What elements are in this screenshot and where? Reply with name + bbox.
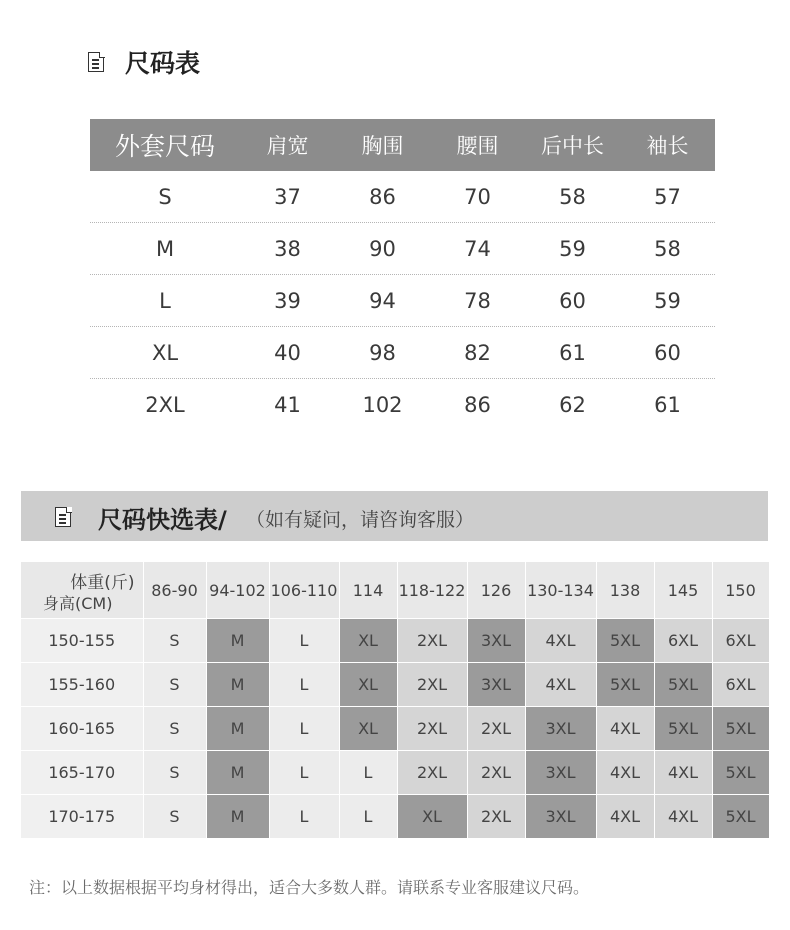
weight-header-cell: 145: [654, 562, 712, 619]
size-recommendation-cell: XL: [339, 707, 397, 751]
measurement-cell: 90: [369, 236, 396, 261]
size-recommendation-cell: XL: [397, 795, 467, 839]
measurement-cell: 60: [559, 288, 586, 313]
size-cell: 2XL: [145, 392, 185, 417]
size-recommendation-cell: M: [206, 707, 269, 751]
height-row: [21, 751, 769, 795]
measurement-cell: 58: [654, 236, 681, 261]
size-recommendation-cell: S: [143, 795, 206, 839]
size-recommendation-cell: 5XL: [654, 663, 712, 707]
size-recommendation-cell: 3XL: [467, 619, 525, 663]
size-recommendation-cell: L: [339, 751, 397, 795]
size-recommendation-cell: 3XL: [525, 795, 596, 839]
size-recommendation-cell: 2XL: [467, 707, 525, 751]
size-recommendation-cell: 6XL: [712, 619, 769, 663]
header-cell: 腰围: [456, 134, 499, 158]
header-cell: 胸围: [361, 134, 404, 158]
size-recommendation-cell: L: [339, 795, 397, 839]
measurement-cell: 40: [274, 340, 301, 365]
size-recommendation-cell: XL: [339, 663, 397, 707]
size-recommendation-cell: 2XL: [397, 707, 467, 751]
size-chart-header-row: [90, 119, 715, 171]
size-recommendation-cell: 2XL: [397, 751, 467, 795]
height-cell: 170-175: [21, 795, 143, 839]
measurement-cell: 60: [654, 340, 681, 365]
weight-header-cell: 94-102: [206, 562, 269, 619]
size-recommendation-cell: M: [206, 619, 269, 663]
height-cell: 155-160: [21, 663, 143, 707]
measurement-cell: 94: [369, 288, 396, 313]
size-cell: XL: [151, 340, 179, 365]
size-recommendation-cell: S: [143, 663, 206, 707]
size-recommendation-cell: S: [143, 751, 206, 795]
measurement-cell: 41: [274, 392, 301, 417]
size-recommendation-cell: L: [269, 795, 339, 839]
size-recommendation-cell: S: [143, 707, 206, 751]
weight-header-cell: 118-122: [397, 562, 467, 619]
header-cell: 袖长: [646, 134, 689, 158]
size-recommendation-cell: 5XL: [596, 619, 654, 663]
size-recommendation-cell: 5XL: [712, 795, 769, 839]
size-recommendation-cell: L: [269, 619, 339, 663]
header-cell: 后中长: [541, 134, 604, 158]
weight-header-cell: 106-110: [269, 562, 339, 619]
height-row: [21, 619, 769, 663]
measurement-cell: 86: [369, 184, 396, 209]
header-cell: 肩宽: [266, 134, 309, 158]
height-label: 身高(CM): [43, 594, 113, 613]
weight-header-cell: 126: [467, 562, 525, 619]
weight-header-cell: 86-90: [143, 562, 206, 619]
document-icon: [88, 52, 104, 72]
weight-header-cell: 114: [339, 562, 397, 619]
size-recommendation-cell: 5XL: [712, 707, 769, 751]
weight-header-row: [21, 562, 769, 619]
weight-label: 体重(斤): [70, 573, 135, 593]
quick-select-table: [21, 562, 770, 839]
size-cell: L: [159, 288, 171, 313]
size-recommendation-cell: 3XL: [467, 663, 525, 707]
size-recommendation-cell: 4XL: [525, 663, 596, 707]
measurement-cell: 58: [559, 184, 586, 209]
height-row: [21, 663, 769, 707]
document-icon: [55, 507, 71, 527]
size-recommendation-cell: M: [206, 751, 269, 795]
measurement-cell: 38: [274, 236, 301, 261]
size-recommendation-cell: 6XL: [712, 663, 769, 707]
height-row: [21, 707, 769, 751]
measurement-cell: 57: [654, 184, 681, 209]
size-recommendation-cell: M: [206, 663, 269, 707]
size-chart-row: [90, 275, 715, 327]
size-recommendation-cell: 6XL: [654, 619, 712, 663]
height-cell: 160-165: [21, 707, 143, 751]
measurement-cell: 59: [654, 288, 681, 313]
measurement-cell: 61: [559, 340, 586, 365]
measurement-cell: 98: [369, 340, 396, 365]
measurement-cell: 74: [464, 236, 491, 261]
measurement-cell: 70: [464, 184, 491, 209]
size-recommendation-cell: 2XL: [467, 795, 525, 839]
measurement-cell: 86: [464, 392, 491, 417]
size-chart-row: [90, 223, 715, 275]
height-cell: 150-155: [21, 619, 143, 663]
size-recommendation-cell: L: [269, 707, 339, 751]
size-cell: M: [155, 236, 175, 261]
size-chart-row: [90, 379, 715, 430]
size-recommendation-cell: 3XL: [525, 751, 596, 795]
size-recommendation-cell: S: [143, 619, 206, 663]
measurement-cell: 61: [654, 392, 681, 417]
size-recommendation-cell: 2XL: [397, 619, 467, 663]
quick-select-subtitle: （如有疑问，请咨询客服）: [246, 509, 475, 531]
size-recommendation-cell: 4XL: [596, 707, 654, 751]
measurement-cell: 102: [362, 392, 403, 417]
size-recommendation-cell: 3XL: [525, 707, 596, 751]
size-recommendation-cell: 4XL: [654, 795, 712, 839]
weight-header-cell: 130-134: [525, 562, 596, 619]
corner-cell: [21, 562, 143, 619]
size-recommendation-cell: 2XL: [467, 751, 525, 795]
size-chart-row: [90, 171, 715, 223]
weight-header-cell: 150: [712, 562, 769, 619]
measurement-cell: 78: [464, 288, 491, 313]
footnote: 注：以上数据根据平均身材得出，适合大多数人群。请联系专业客服建议尺码。: [29, 878, 590, 897]
size-recommendation-cell: 2XL: [397, 663, 467, 707]
size-recommendation-cell: 5XL: [712, 751, 769, 795]
size-recommendation-cell: 4XL: [525, 619, 596, 663]
size-recommendation-cell: 4XL: [654, 751, 712, 795]
measurement-cell: 59: [559, 236, 586, 261]
height-row: [21, 795, 769, 839]
height-cell: 165-170: [21, 751, 143, 795]
weight-header-cell: 138: [596, 562, 654, 619]
size-recommendation-cell: 5XL: [654, 707, 712, 751]
size-recommendation-cell: 4XL: [596, 795, 654, 839]
size-chart-title: 尺码表: [125, 49, 201, 78]
size-cell: S: [158, 184, 172, 209]
header-cell: 外套尺码: [114, 132, 215, 161]
quick-select-title: 尺码快选表/: [98, 506, 227, 534]
size-recommendation-cell: L: [269, 663, 339, 707]
size-chart-row: [90, 327, 715, 379]
measurement-cell: 82: [464, 340, 491, 365]
size-recommendation-cell: 5XL: [596, 663, 654, 707]
measurement-cell: 62: [559, 392, 586, 417]
size-recommendation-cell: 4XL: [596, 751, 654, 795]
measurement-cell: 39: [274, 288, 301, 313]
measurement-cell: 37: [274, 184, 301, 209]
size-recommendation-cell: M: [206, 795, 269, 839]
size-recommendation-cell: L: [269, 751, 339, 795]
size-recommendation-cell: XL: [339, 619, 397, 663]
size-chart-table: [90, 119, 715, 430]
